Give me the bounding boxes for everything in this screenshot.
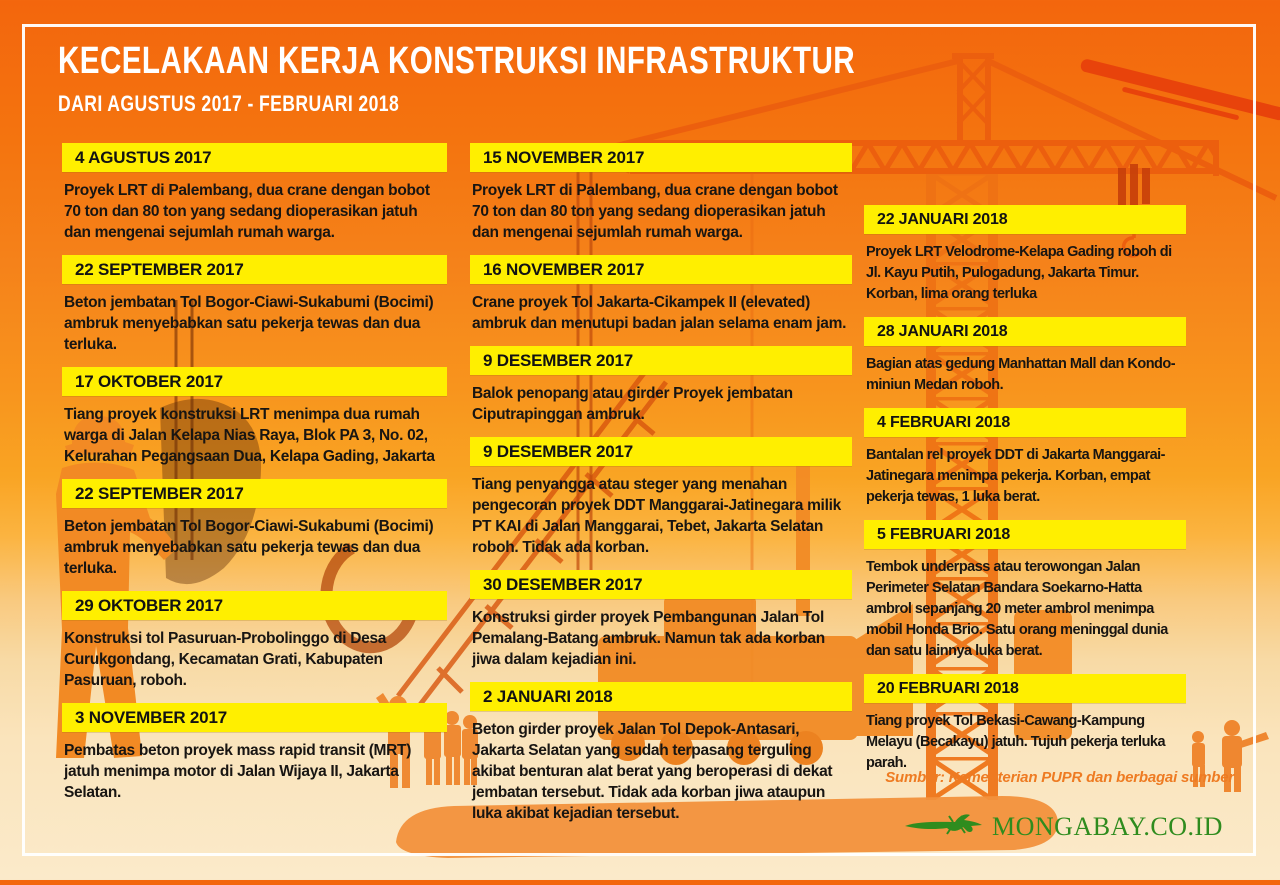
entry-date-badge: 3 NOVEMBER 2017 <box>62 703 447 732</box>
timeline-entry <box>470 143 852 243</box>
entry-date-badge: 29 OKTOBER 2017 <box>62 591 447 620</box>
timeline-entry <box>62 255 447 355</box>
entry-description: Tembok underpass atau terowongan Jalan Perimeter Selatan Bandara Soekarno-Hatta ambrol sepanjang 20 meter ambrol menimpa mobil Honda Brio. Satu orang meninggal dunia dan satu lainnya luka berat. <box>866 559 1168 659</box>
entry-description: Tiang penyangga atau steger yang menahan pengecoran proyek DDT Manggarai-Jatinegara milik PT KAI di Jalan Manggarai, Tebet, Jakarta Selatan roboh. Tidak ada korban. <box>472 476 841 556</box>
entry-description: Beton jembatan Tol Bogor-Ciawi-Sukabumi (Bocimi) ambruk menyebabkan satu pekerja tewas dan dua terluka. <box>64 294 434 353</box>
entry-date-badge: 9 DESEMBER 2017 <box>470 346 852 375</box>
source-credit: Sumber: Kementerian PUPR dan berbagai sumber <box>885 769 1234 786</box>
entry-date-badge: 4 FEBRUARI 2018 <box>864 408 1186 437</box>
timeline-column-3 <box>864 205 1186 786</box>
entry-date-badge: 5 FEBRUARI 2018 <box>864 520 1186 549</box>
entry-description: Konstruksi tol Pasuruan-Probolinggo di Desa Curukgondang, Kecamatan Grati, Kabupaten Pasuruan, roboh. <box>64 630 387 689</box>
timeline-entry <box>470 682 852 824</box>
entry-date-badge: 15 NOVEMBER 2017 <box>470 143 852 172</box>
entry-date-badge: 22 JANUARI 2018 <box>864 205 1186 234</box>
entry-description: Proyek LRT di Palembang, dua crane dengan bobot 70 ton dan 80 ton yang sedang dioperasikan jatuh dan mengenai sejumlah rumah warga. <box>472 182 838 241</box>
timeline-entry <box>864 205 1186 305</box>
timeline-entry <box>864 408 1186 508</box>
entry-date-badge: 17 OKTOBER 2017 <box>62 367 447 396</box>
entry-date-badge: 30 DESEMBER 2017 <box>470 570 852 599</box>
timeline-entry <box>864 317 1186 396</box>
entry-date-badge: 22 SEPTEMBER 2017 <box>62 255 447 284</box>
entry-description: Crane proyek Tol Jakarta-Cikampek II (elevated) ambruk dan menutupi badan jalan selama enam jam. <box>472 294 847 332</box>
entry-description: Beton jembatan Tol Bogor-Ciawi-Sukabumi (Bocimi) ambruk menyebabkan satu pekerja tewas dan dua terluka. <box>64 518 434 577</box>
timeline-entry <box>62 479 447 579</box>
timeline-entry <box>864 674 1186 774</box>
page-subtitle: DARI AGUSTUS 2017 - FEBRUARI 2018 <box>58 91 400 116</box>
timeline-column-1 <box>62 143 447 815</box>
entry-description: Balok penopang atau girder Proyek jembatan Ciputrapinggan ambruk. <box>472 385 793 423</box>
entry-description: Proyek LRT Velodrome-Kelapa Gading roboh di Jl. Kayu Putih, Pulogadung, Jakarta Timur. Korban, lima orang terluka <box>866 244 1172 302</box>
entry-description: Bantalan rel proyek DDT di Jakarta Manggarai-Jatinegara menimpa pekerja. Korban, empat pekerja tewas, 1 luka berat. <box>866 447 1166 505</box>
entry-date-badge: 20 FEBRUARI 2018 <box>864 674 1186 703</box>
entry-date-badge: 22 SEPTEMBER 2017 <box>62 479 447 508</box>
entry-date-badge: 28 JANUARI 2018 <box>864 317 1186 346</box>
gecko-icon <box>905 810 983 843</box>
timeline-entry <box>62 703 447 803</box>
entry-description: Beton girder proyek Jalan Tol Depok-Antasari, Jakarta Selatan yang sudah terpasang terguling akibat benturan alat berat yang beroperasi di dekat jembatan tersebut. Tidak ada korban jiwa ataupun luka akibat kejadian tersebut. <box>472 721 833 822</box>
mongabay-logo <box>905 810 1223 843</box>
header <box>58 40 1080 117</box>
timeline-entry <box>470 437 852 558</box>
timeline-entry <box>62 367 447 467</box>
brand-name: MONGABAY.CO.ID <box>992 811 1223 841</box>
entry-description: Tiang proyek konstruksi LRT menimpa dua rumah warga di Jalan Kelapa Nias Raya, Blok PA 3, No. 02, Kelurahan Pegangsaan Dua, Kelapa Gading, Jakarta <box>64 406 435 465</box>
timeline-column-2 <box>470 143 852 836</box>
page-title: KECELAKAAN KERJA KONSTRUKSI INFRASTRUKTUR <box>58 40 856 82</box>
timeline-entry <box>470 255 852 334</box>
entry-date-badge: 2 JANUARI 2018 <box>470 682 852 711</box>
entry-date-badge: 9 DESEMBER 2017 <box>470 437 852 466</box>
entry-description: Pembatas beton proyek mass rapid transit (MRT) jatuh menimpa motor di Jalan Wijaya II, Jakarta Selatan. <box>64 742 412 801</box>
timeline-entry <box>62 591 447 691</box>
timeline-entry <box>470 570 852 670</box>
timeline-entry <box>470 346 852 425</box>
entry-date-badge: 4 AGUSTUS 2017 <box>62 143 447 172</box>
entry-description: Konstruksi girder proyek Pembangunan Jalan Tol Pemalang-Batang ambruk. Namun tak ada korban jiwa dalam kejadian ini. <box>472 609 825 668</box>
entry-description: Proyek LRT di Palembang, dua crane dengan bobot 70 ton dan 80 ton yang sedang dioperasikan jatuh dan mengenai sejumlah rumah warga. <box>64 182 430 241</box>
entry-description: Bagian atas gedung Manhattan Mall dan Kondo-miniun Medan roboh. <box>866 356 1176 393</box>
entry-date-badge: 16 NOVEMBER 2017 <box>470 255 852 284</box>
entry-description: Tiang proyek Tol Bekasi-Cawang-Kampung Melayu (Becakayu) jatuh. Tujuh pekerja terluka parah. <box>866 713 1166 771</box>
timeline-entry <box>864 520 1186 662</box>
timeline-entry <box>62 143 447 243</box>
